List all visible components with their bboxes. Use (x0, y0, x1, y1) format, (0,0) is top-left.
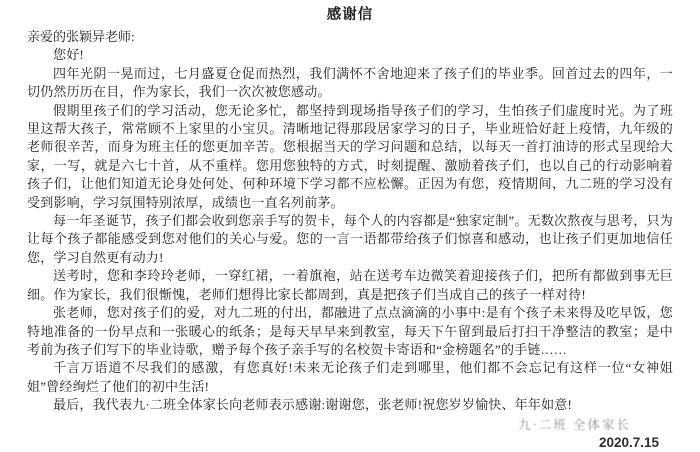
paragraph-6: 千言万语道不尽我们的感激，有您真好!未来无论孩子们走到哪里，他们都不会忘记有这样一位“女神姐姐”曾经绚烂了他们的初中生活! (27, 360, 673, 394)
paragraph-3: 每一年圣诞节，孩子们都会收到您亲手写的贺卡，每个人的内容都是“独家定制”。无数次熬夜与思考，只为让每个孩子都能感受到您对他们的关心与爱。您的一言一语都带给孩子们惊喜和感动，也让孩子们更加地信任您，学习自然更有动力! (27, 213, 673, 265)
signature-block (27, 416, 673, 434)
salutation: 亲爱的张颖异老师: (27, 29, 135, 44)
letter-title: 感谢信 (326, 7, 374, 23)
date-block (27, 434, 673, 452)
paragraph-7: 最后，我代表九·二班全体家长向老师表示感谢:谢谢您，张老师!祝您岁岁愉快、年年如意! (53, 397, 572, 413)
signature: 九·二班 全体家长 (518, 417, 631, 432)
paragraph-1: 四年光阴一晃而过，七月盛夏仓促而热烈，我们满怀不舍地迎来了孩子们的毕业季。回首过去的四年，一切仍然历历在目，作为家长，我们一次次被您感动。 (27, 65, 673, 100)
paragraph-4: 送考时，您和李玲玲老师，一穿红裙，一着旗袍，站在送考车边微笑着迎接孩子们，把所有都做到事无巨细。作为家长，我们很惭愧，老师们想得比家长都周到，真是把孩子们当成自己的孩子一样对待! (27, 268, 673, 302)
paragraph-2: 假期里孩子们的学习活动，您无论多忙，都坚持到现场指导孩子们的学习，生怕孩子们虚度时光。为了班里这帮大孩子，常常顾不上家里的小宝贝。清晰地记得那段居家学习的日子，毕业班恰好赶上疫情，九年级的老师很辛苦，而身为班主任的您更加辛苦。您根据当天的学习问题和总结，以每天一首打油诗的形式呈现给大家，一写，就是六七十首，从不重样。您用您独特的方式，时刻提醒、激励着孩子们，也以自己的行动影响着孩子们，让他们知道无论身处何处、何种环境下学习都不应松懈。正因为有您，疫情期间，九二班的学习没有受到影响，学习氛围特别浓厚，成绩也一直名列前茅。 (27, 102, 673, 210)
greeting: 您好! (53, 47, 84, 63)
paragraph-5: 张老师，您对孩子们的爱，对九二班的付出，都融进了点点滴滴的小事中:是有个孩子未来得及吃早饭，您特地准备的一份早点和一张暖心的纸条；是每天早早来到教室，每天下午留到最后打扫干净整洁的教室；是中考前为孩子们写下的毕业诗歌，赠予每个孩子亲手写的名校贺卡寄语和“金榜题名”的手链…… (27, 305, 673, 357)
letter-date: 2020.7.15 (598, 434, 659, 450)
